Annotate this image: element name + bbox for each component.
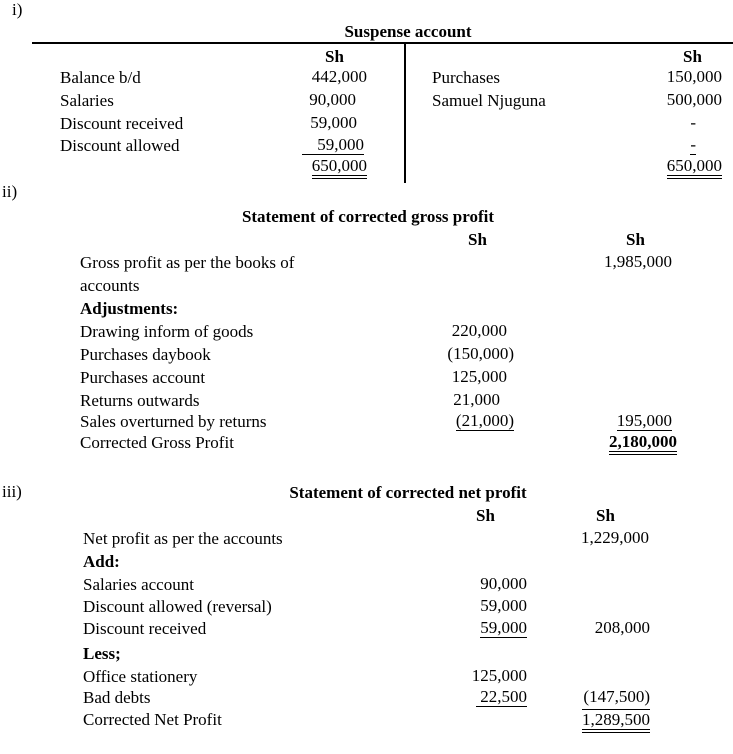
- statement-row: [0, 411, 733, 433]
- suspense-account-title: Suspense account: [344, 22, 472, 41]
- ledger-row: [0, 113, 733, 135]
- row-amount: 59,000: [480, 596, 527, 615]
- corrected-gross-profit: 2,180,000: [609, 432, 677, 455]
- row-label: Bad debts: [83, 688, 151, 707]
- row-total: 195,000: [616, 411, 672, 430]
- statement-row: [0, 643, 733, 665]
- add-heading: Add:: [83, 552, 120, 571]
- statement-row: [0, 687, 733, 709]
- debit-amount: 59,000: [302, 135, 364, 155]
- row-amount: 22,500: [476, 687, 527, 707]
- row-label: Purchases daybook: [80, 345, 211, 364]
- ledger-top-rule: [32, 42, 733, 44]
- ledger-row: [0, 90, 733, 112]
- credit-label: Purchases: [432, 68, 500, 87]
- debit-label: Salaries: [60, 91, 114, 110]
- debit-label: Discount received: [60, 114, 184, 133]
- gross-profit-title: Statement of corrected gross profit: [241, 207, 495, 226]
- debit-label: Discount allowed: [60, 136, 180, 155]
- credit-currency-header: Sh: [683, 47, 702, 66]
- row-amount: (150,000): [447, 344, 514, 363]
- net-profit-title: Statement of corrected net profit: [289, 483, 527, 502]
- statement-row: [0, 432, 733, 454]
- statement-row: [0, 298, 733, 320]
- statement-row: [0, 709, 733, 731]
- row-amount: 125,000: [451, 367, 507, 386]
- row-total: 1,229,000: [581, 528, 649, 547]
- statement-row: [0, 551, 733, 573]
- gross-col2-header: Sh: [626, 230, 645, 249]
- debit-amount: 59,000: [310, 113, 357, 132]
- row-label: Corrected Net Profit: [83, 710, 222, 729]
- row-label: Returns outwards: [80, 391, 200, 410]
- statement-row: [0, 596, 733, 618]
- debit-amount: 90,000: [309, 90, 356, 109]
- credit-amount: 500,000: [666, 90, 722, 109]
- row-label: Corrected Gross Profit: [80, 433, 234, 452]
- row-label: Purchases account: [80, 368, 206, 387]
- statement-row: [0, 618, 733, 640]
- debit-amount: 442,000: [311, 67, 367, 86]
- statement-row: [0, 344, 733, 366]
- row-total: 1,985,000: [604, 252, 672, 271]
- row-label: Discount received: [83, 619, 207, 638]
- row-label: Salaries account: [83, 575, 194, 594]
- row-label: accounts: [80, 276, 140, 295]
- row-label: Office stationery: [83, 667, 198, 686]
- row-label: Discount allowed (reversal): [83, 597, 272, 616]
- row-amount: 220,000: [451, 321, 507, 340]
- statement-row: [0, 321, 733, 343]
- net-col1-header: Sh: [476, 506, 495, 525]
- row-amount: (21,000): [455, 411, 514, 430]
- section-i-marker: i): [12, 0, 23, 19]
- section-ii-marker: ii): [2, 182, 18, 201]
- row-label: Drawing inform of goods: [80, 322, 254, 341]
- net-col2-header: Sh: [596, 506, 615, 525]
- credit-total: 650,000: [667, 156, 722, 179]
- credit-amount: -: [690, 113, 696, 132]
- adjustments-heading: Adjustments:: [80, 299, 179, 318]
- credit-amount: 150,000: [666, 67, 722, 86]
- ledger-row: [0, 67, 733, 89]
- statement-row: [0, 252, 733, 274]
- statement-row: [0, 574, 733, 596]
- debit-label: Balance b/d: [60, 68, 141, 87]
- statement-row: [0, 275, 733, 297]
- row-total: 208,000: [594, 618, 650, 637]
- row-label: Gross profit as per the books of: [80, 253, 295, 272]
- row-amount: 21,000: [453, 390, 500, 409]
- statement-row: [0, 367, 733, 389]
- statement-row: [0, 666, 733, 688]
- credit-amount: -: [690, 135, 696, 154]
- row-amount: 125,000: [471, 666, 527, 685]
- less-heading: Less;: [83, 644, 121, 663]
- row-amount: 59,000: [480, 618, 527, 637]
- ledger-row: [0, 135, 733, 157]
- section-iii-marker: iii): [2, 482, 22, 501]
- row-label: Sales overturned by returns: [80, 412, 267, 431]
- ledger-total-row: [0, 156, 733, 178]
- row-total: (147,500): [583, 687, 650, 706]
- debit-currency-header: Sh: [325, 47, 344, 66]
- gross-col1-header: Sh: [468, 230, 487, 249]
- row-label: Net profit as per the accounts: [83, 529, 283, 548]
- statement-row: [0, 390, 733, 412]
- statement-row: [0, 528, 733, 550]
- credit-label: Samuel Njuguna: [432, 91, 546, 110]
- debit-total: 650,000: [312, 156, 367, 179]
- corrected-net-profit: 1,289,500: [582, 709, 650, 733]
- row-amount: 90,000: [480, 574, 527, 593]
